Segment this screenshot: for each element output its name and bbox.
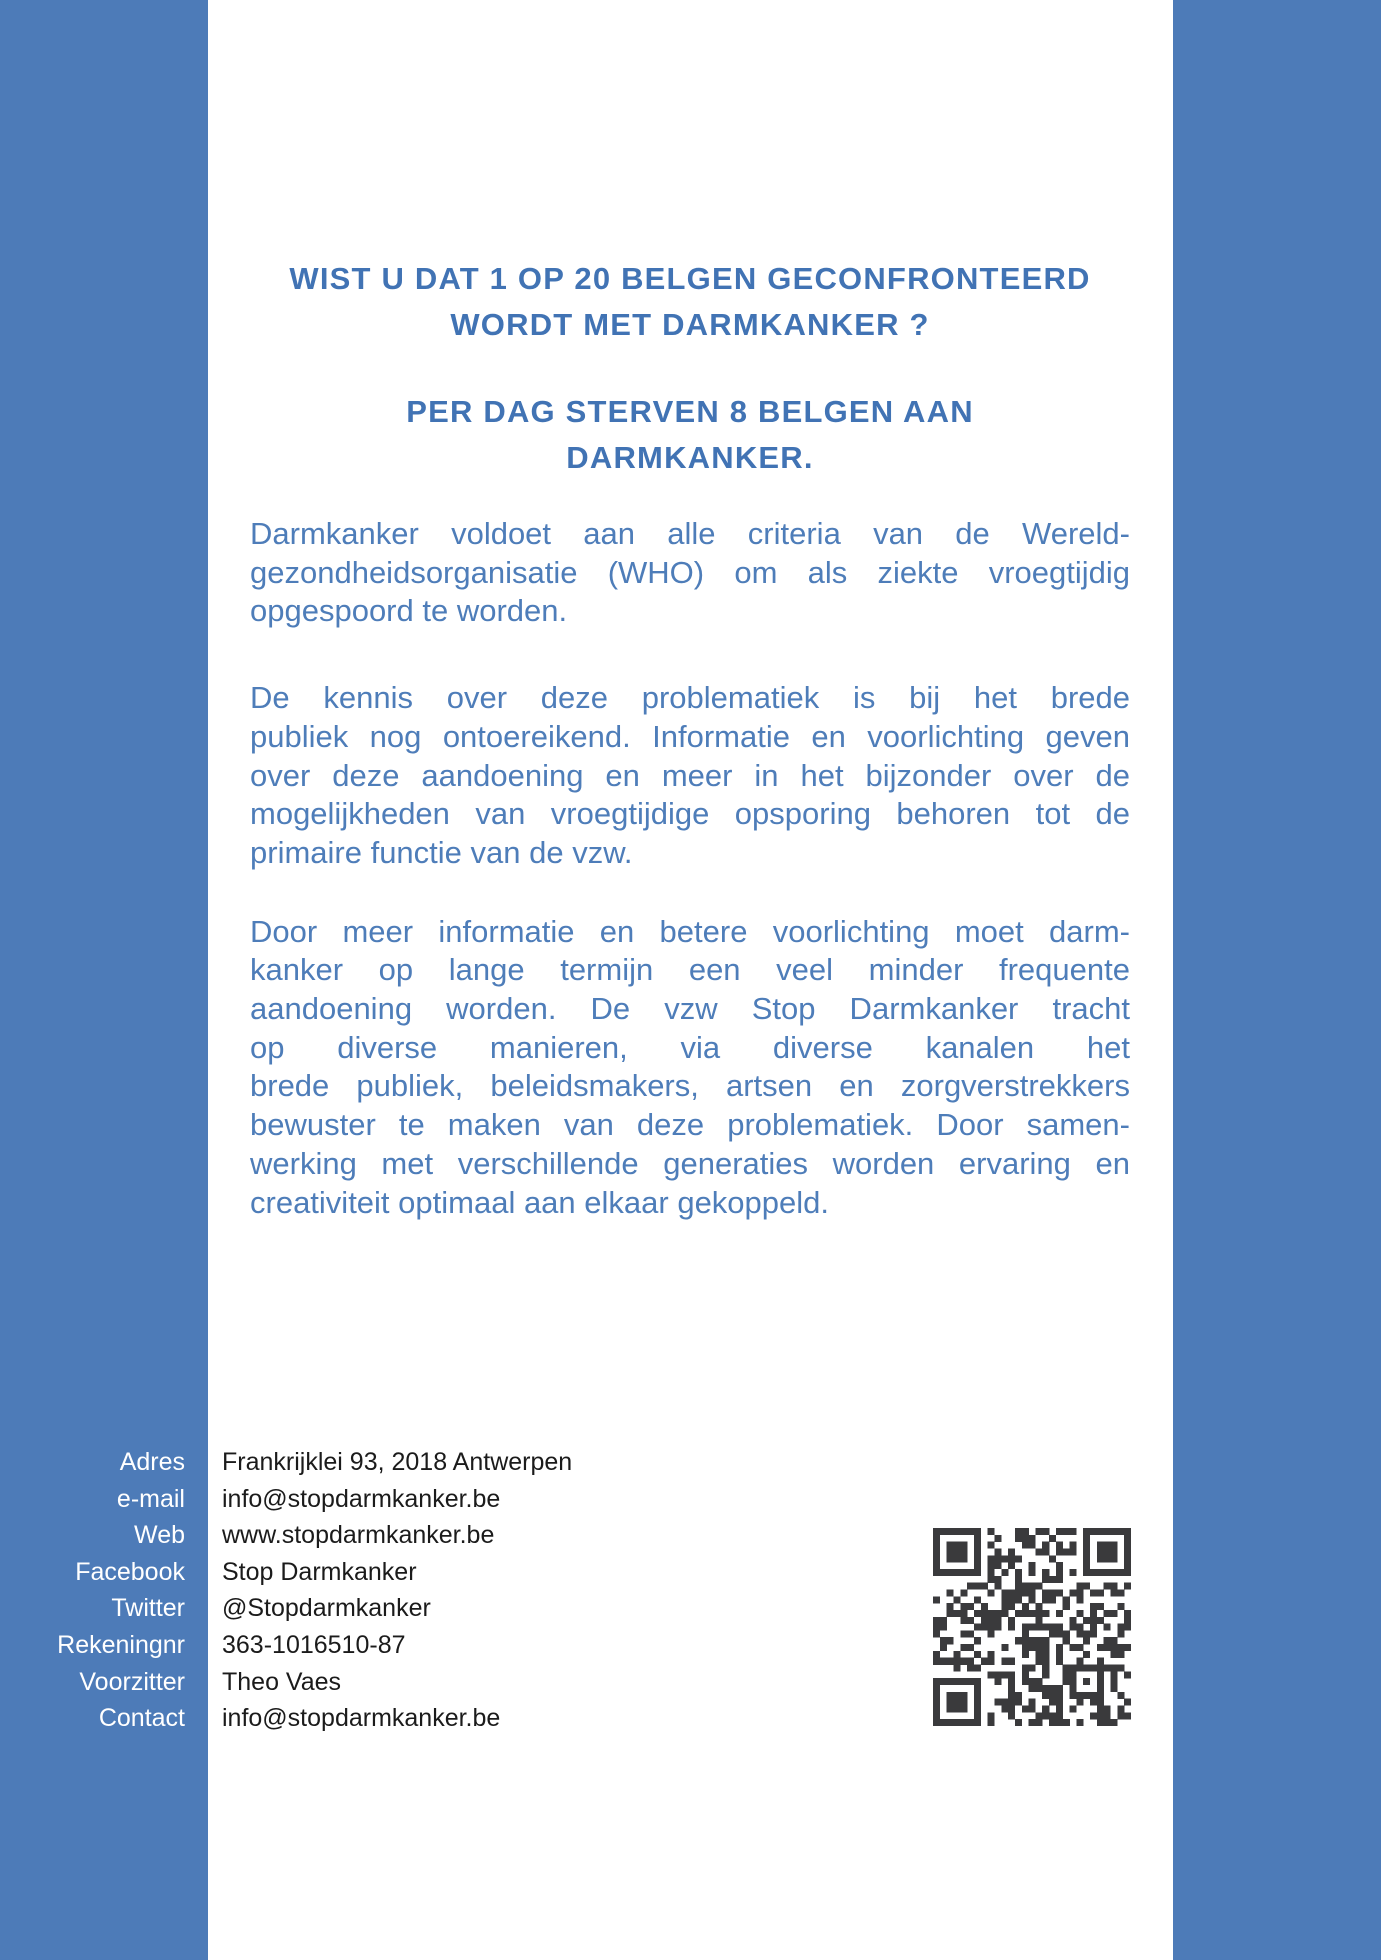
right-blue-band [1173,0,1381,1960]
text-line: WIST U DAT 1 OP 20 BELGEN GECONFRONTEERD [289,261,1091,296]
contact-label: Facebook [75,1557,185,1586]
text-line: DARMKANKER. [566,440,814,475]
qr-code [933,1528,1131,1726]
heading-primary [250,256,1130,348]
text-line: mogelijkheden van vroegtijdige opsporing behoren tot de [250,796,1130,832]
text-line: werking met verschillende generaties worden ervaring en [250,1145,1130,1181]
text-line: primaire functie van de vzw. [250,834,633,870]
paragraph-informatie [250,913,1130,1223]
text-line: PER DAG STERVEN 8 BELGEN AAN [406,394,974,429]
text-line: bewuster te maken van deze problematiek. Door samen- [250,1107,1130,1143]
text-line: gezondheidsorganisatie (WHO) om als ziekte vroegtijdig [250,554,1130,590]
contact-value: Stop Darmkanker [222,1557,417,1586]
contact-label: Contact [98,1704,185,1733]
contact-value: Theo Vaes [222,1667,342,1696]
text-line: De kennis over deze problematiek is bij het brede [250,680,1130,716]
contact-value: info@stopdarmkanker.be [222,1704,501,1733]
contact-label: Web [134,1521,185,1550]
text-line: WORDT MET DARMKANKER ? [450,307,930,342]
text-line: over deze aandoening en meer in het bijzonder over de [250,757,1130,793]
contact-value: 363-1016510-87 [222,1630,406,1659]
paragraph-who-criteria [250,515,1130,631]
text-line: aandoening worden. De vzw Stop Darmkanker tracht [250,991,1130,1027]
contact-value: info@stopdarmkanker.be [222,1484,501,1513]
contact-value: www.stopdarmkanker.be [222,1521,495,1550]
text-line: brede publiek, beleidsmakers, artsen en zorgverstrekkers [250,1068,1130,1104]
contact-value: @Stopdarmkanker [222,1594,431,1623]
text-line: opgespoord te worden. [250,593,568,629]
text-line: publiek nog ontoereikend. Informatie en voorlichting geven [250,718,1130,754]
text-line: op diverse manieren, via diverse kanalen het [250,1029,1130,1065]
heading-secondary [250,389,1130,481]
contact-label: Rekeningnr [57,1630,185,1659]
text-line: Door meer informatie en betere voorlichting moet darm- [250,913,1130,949]
contact-label: Twitter [111,1594,185,1623]
contact-label: Adres [119,1448,185,1476]
contact-label: Voorzitter [79,1667,185,1696]
paragraph-kennis [250,679,1130,873]
contact-block [0,1444,780,1737]
text-line: Darmkanker voldoet aan alle criteria van de Wereld- [250,516,1130,551]
text-line: creativiteit optimaal aan elkaar gekoppeld. [250,1184,830,1220]
contact-value: Frankrijklei 93, 2018 Antwerpen [222,1448,573,1476]
content-column [208,0,1173,1222]
text-line: kanker op lange termijn een veel minder frequente [250,952,1130,988]
contact-label: e-mail [116,1484,185,1513]
